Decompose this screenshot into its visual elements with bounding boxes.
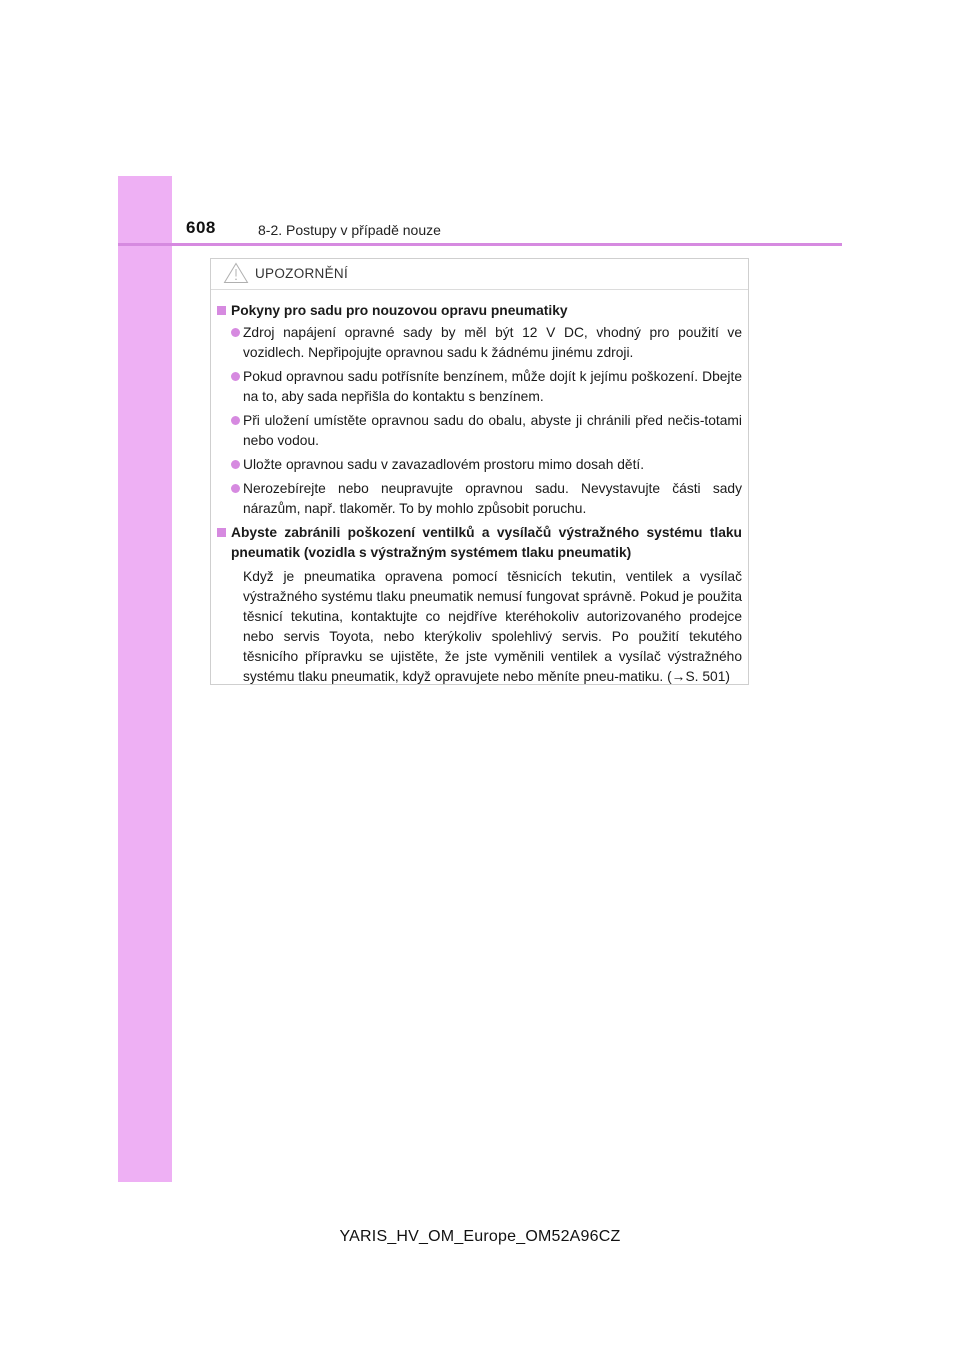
round-bullet-icon [231, 328, 240, 337]
header-rule [118, 243, 842, 246]
caution-header [211, 259, 748, 290]
list-item-text: Při uložení umístěte opravnou sadu do obalu, abyste ji chránili před nečis-totami nebo vodou. [243, 413, 742, 448]
list-item [215, 367, 742, 407]
caution-box [210, 258, 749, 685]
section-heading [215, 301, 742, 321]
list-item [215, 479, 742, 519]
round-bullet-icon [231, 416, 240, 425]
caution-body [211, 290, 748, 687]
round-bullet-icon [231, 484, 240, 493]
list-item-text: Pokud opravnou sadu potřísníte benzínem, může dojít k jejímu poškození. Dbejte na to, aby sada nepřišla do kontaktu s benzínem. [243, 369, 742, 404]
list-item [215, 411, 742, 451]
list-item [215, 323, 742, 363]
list-item-text: Zdroj napájení opravné sady by měl být 12 V DC, vhodný pro použití ve vozidlech. Nepřipojujte opravnou sadu k žádnému jinému zdroji. [243, 325, 742, 360]
list-item-text: Nerozebírejte nebo neupravujte opravnou sadu. Nevystavujte části sady nárazům, např. tlakoměr. To by mohlo způsobit poruchu. [243, 481, 742, 516]
section-paragraph: Když je pneumatika opravena pomocí těsnicích tekutin, ventilek a vysílač výstražného systému tlaku pneumatik nemusí fungovat správně. Pokud je použita těsnicí tekutina, kontaktujte co nejdříve kteréhokoliv autorizovaného prodejce nebo servis Toyota, nebo kterýkoliv spolehlivý servis. Po použití tekutého těsnicího přípravku se ujistěte, že jste vyměnili ventilek a vysílač výstražného systému tlaku pneumatik, když opravujete nebo měníte pneu-matiku. (→S. 501) [243, 569, 742, 684]
section-title: 8-2. Postupy v případě nouze [258, 222, 441, 238]
round-bullet-icon [231, 372, 240, 381]
caution-title: UPOZORNĚNÍ [255, 266, 349, 281]
list-item [215, 455, 742, 475]
section-heading-text: Pokyny pro sadu pro nouzovou opravu pneumatiky [231, 303, 568, 318]
document-id: YARIS_HV_OM_Europe_OM52A96CZ [339, 1228, 621, 1245]
round-bullet-icon [231, 460, 240, 469]
section-heading [215, 523, 742, 563]
page-header [186, 218, 846, 244]
bullet-list [215, 323, 742, 519]
section-heading-text: Abyste zabránili poškození ventilků a vysílačů výstražného systému tlaku pneumatik (vozidla s výstražným systémem tlaku pneumatik) [231, 525, 742, 560]
square-bullet-icon [217, 528, 226, 537]
list-item-text: Uložte opravnou sadu v zavazadlovém prostoru mimo dosah dětí. [243, 457, 645, 472]
square-bullet-icon [217, 306, 226, 315]
warning-triangle-icon [223, 262, 249, 284]
side-band [118, 176, 172, 1182]
page-number: 608 [186, 218, 216, 237]
